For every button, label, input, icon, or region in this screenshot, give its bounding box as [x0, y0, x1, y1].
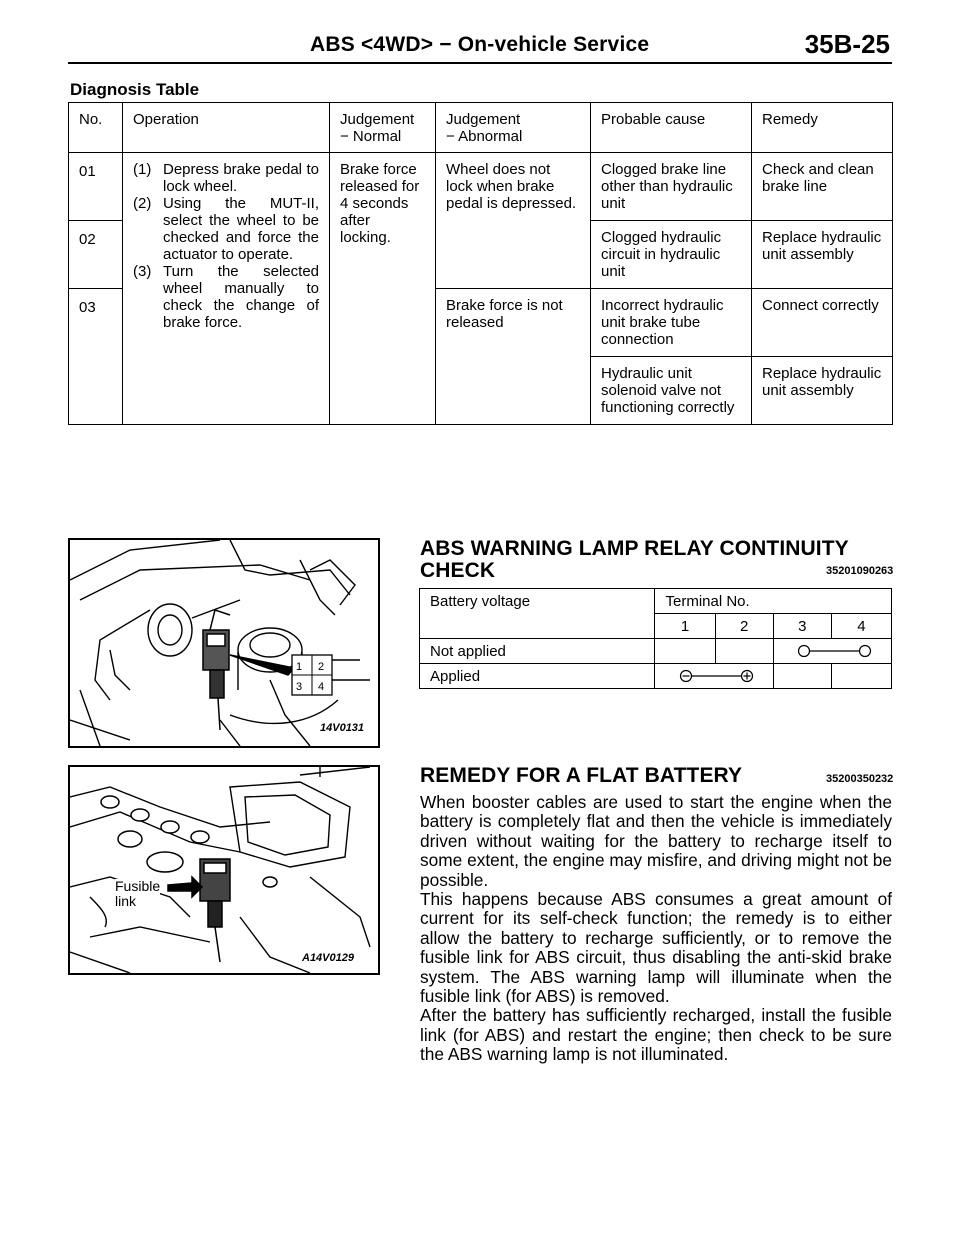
- diagnosis-table-heading: Diagnosis Table: [70, 80, 200, 99]
- relay-check-heading: ABS WARNING LAMP RELAY CONTINUITY CHECK: [420, 537, 849, 582]
- table-row: [420, 639, 892, 664]
- fusible-link-callout: Fusible link: [115, 878, 161, 909]
- fusible-link-figure: [68, 765, 380, 975]
- probable-cause-cell: Clogged hydraulic circuit in hydraulic unit: [591, 221, 752, 289]
- relay-connector-diagram: [292, 655, 332, 695]
- probable-cause-cell: Incorrect hydraulic unit brake tube connection: [591, 289, 752, 357]
- body-paragraph: When booster cables are used to start the engine when the battery is completely flat and then the vehicle is immediately driven without waiting for the battery to recharge itself to some extent, the engine may misfire, and driving might not be possible.: [420, 792, 892, 890]
- terminal-number: 3: [773, 614, 831, 639]
- column-header-terminal-no: Terminal No.: [655, 589, 892, 614]
- operation-cell: [123, 153, 330, 425]
- operation-step: (2) Using the MUT-II, select the wheel to be checked and force the actuator to operate.: [133, 195, 319, 263]
- negative-positive-terminal-icon: [659, 666, 769, 686]
- probable-cause-cell: Clogged brake line other than hydraulic unit: [591, 153, 752, 221]
- column-header-remedy: Remedy: [752, 103, 893, 153]
- column-header-operation: Operation: [123, 103, 330, 153]
- judgement-abnormal-cell: Wheel does not lock when brake pedal is depressed.: [436, 153, 591, 289]
- table-header-row: [420, 589, 892, 614]
- page-header-title: ABS <4WD> − On-vehicle Service: [310, 33, 650, 56]
- row-number: 03: [69, 289, 123, 425]
- condition-label: Applied: [420, 664, 655, 689]
- remedy-cell: Connect correctly: [752, 289, 893, 357]
- relay-continuity-table: [419, 588, 892, 689]
- remedy-cell: Check and clean brake line: [752, 153, 893, 221]
- connector-pin-label: 3: [296, 681, 303, 693]
- terminal-cell: [773, 664, 831, 689]
- connector-pin-label: 1: [296, 661, 303, 673]
- row-number: 01: [69, 153, 123, 221]
- terminal-cell: [715, 639, 773, 664]
- terminal-cell: [831, 664, 891, 689]
- terminal-cell: [655, 639, 715, 664]
- empty-cell: [420, 614, 655, 639]
- connector-pin-label: 2: [318, 661, 325, 673]
- column-header-judgement-normal: Judgement − Normal: [330, 103, 436, 153]
- column-header-battery-voltage: Battery voltage: [420, 589, 655, 614]
- body-paragraph: After the battery has sufficiently recharged, install the fusible link (for ABS) and restart the engine; then check to be sure the ABS warning lamp is not illuminated.: [420, 1005, 892, 1065]
- battery-fusible-link-illustration: [70, 767, 378, 973]
- terminal-number-row: [420, 614, 892, 639]
- table-row: [69, 153, 893, 221]
- header-rule: [68, 62, 892, 64]
- column-header-no: No.: [69, 103, 123, 153]
- remedy-cell: Replace hydraulic unit assembly: [752, 221, 893, 289]
- remedy-cell: Replace hydraulic unit assembly: [752, 357, 893, 425]
- column-header-judgement-abnormal: Judgement − Abnormal: [436, 103, 591, 153]
- page-number: 35B-25: [804, 29, 890, 59]
- figure-code-label: 14V0131: [320, 722, 365, 734]
- operation-step: (3) Turn the selected wheel manually to check the change of brake force.: [133, 263, 319, 331]
- relay-check-code: 35201090263: [826, 565, 894, 577]
- terminal-number: 1: [655, 614, 715, 639]
- connector-pin-label: 4: [318, 681, 325, 693]
- figure-code-label: A14V0129: [302, 952, 354, 964]
- probable-cause-cell: Hydraulic unit solenoid valve not functioning correctly: [591, 357, 752, 425]
- operation-step: (1) Depress brake pedal to lock wheel.: [133, 161, 319, 195]
- battery-voltage-symbol-cell: [655, 664, 773, 689]
- flat-battery-body: [420, 793, 892, 1065]
- body-paragraph: This happens because ABS consumes a great amount of current for its self-check function; the remedy is to either allow the battery to recharge sufficiently, or to remove the fusible link for ABS circuit, thus disabling the anti-skid brake system. The ABS warning lamp will illuminate when the fusible link (for ABS) is removed.: [420, 889, 892, 1007]
- terminal-number: 2: [715, 614, 773, 639]
- flat-battery-heading: REMEDY FOR A FLAT BATTERY: [420, 764, 743, 787]
- table-header-row: [69, 103, 893, 153]
- terminal-number: 4: [831, 614, 891, 639]
- column-header-probable-cause: Probable cause: [591, 103, 752, 153]
- flat-battery-code: 35200350232: [826, 773, 894, 785]
- continuity-line-icon: [777, 641, 887, 661]
- row-number: 02: [69, 221, 123, 289]
- continuity-symbol-cell: [773, 639, 891, 664]
- table-row: [420, 664, 892, 689]
- condition-label: Not applied: [420, 639, 655, 664]
- operation-steps: [133, 161, 319, 331]
- diagnosis-table: [68, 102, 893, 425]
- judgement-abnormal-cell: Brake force is not released: [436, 289, 591, 425]
- engine-bay-illustration: [70, 540, 378, 746]
- judgement-normal-cell: Brake force released for 4 seconds after locking.: [330, 153, 436, 425]
- relay-location-figure: [68, 538, 380, 748]
